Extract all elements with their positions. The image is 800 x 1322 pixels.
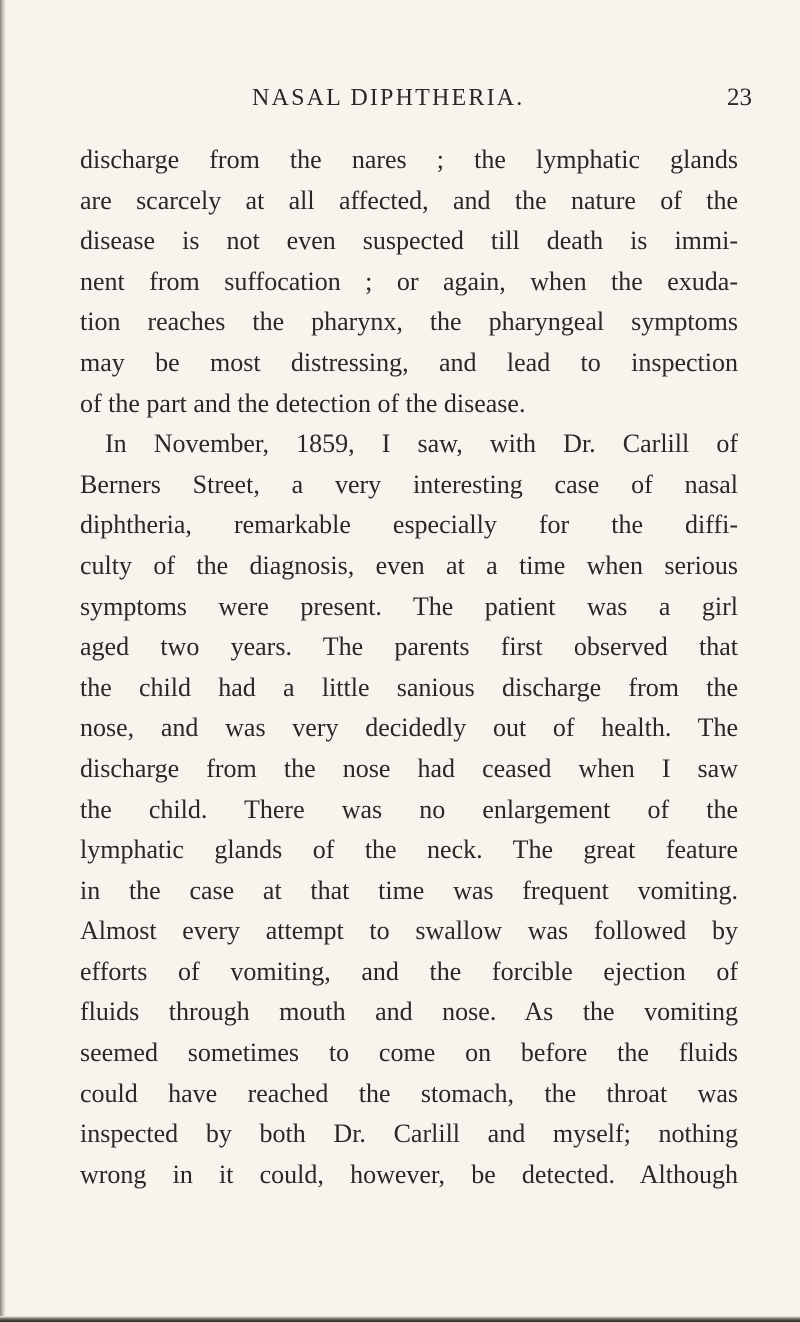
text-line: diphtheria, remarkable especially for the diffi- [80, 510, 738, 540]
text-line: nose, and was very decidedly out of health. The [80, 713, 738, 743]
text-line: lymphatic glands of the neck. The great feature [80, 835, 738, 865]
text-line: the child had a little sanious discharge from the [80, 672, 738, 702]
text-line: Berners Street, a very interesting case of nasal [80, 469, 738, 499]
text-line: tion reaches the pharynx, the pharyngeal symptoms [80, 307, 738, 337]
page-bottom-edge [0, 1316, 800, 1322]
text-line: nent from suffocation ; or again, when the exuda- [80, 266, 738, 296]
text-line: could have reached the stomach, the throat was [80, 1078, 738, 1108]
text-line: in the case at that time was frequent vomiting. [80, 875, 738, 905]
text-line: the child. There was no enlargement of the [80, 794, 738, 824]
body-text [80, 140, 738, 1195]
running-head [252, 78, 752, 118]
text-line: culty of the diagnosis, even at a time when serious [80, 550, 738, 580]
text-line: wrong in it could, however, be detected. Although [80, 1159, 738, 1189]
text-line: discharge from the nares ; the lymphatic glands [80, 145, 738, 174]
text-line: aged two years. The parents first observed that [80, 632, 738, 662]
text-line: symptoms were present. The patient was a girl [80, 591, 738, 621]
text-line: of the part and the detection of the disease. [80, 388, 526, 418]
text-line: disease is not even suspected till death is immi- [80, 226, 738, 256]
page-number: 23 [727, 84, 752, 111]
text-line: fluids through mouth and nose. As the vomiting [80, 997, 738, 1027]
text-line: are scarcely at all affected, and the nature of the [80, 185, 738, 215]
text-line: discharge from the nose had ceased when I saw [80, 753, 738, 783]
text-line: In November, 1859, I saw, with Dr. Carlill of [105, 429, 738, 459]
text-line: seemed sometimes to come on before the fluids [80, 1038, 738, 1068]
text-line: may be most distressing, and lead to inspection [80, 347, 738, 377]
text-line: efforts of vomiting, and the forcible ejection of [80, 956, 738, 986]
page-gutter-edge [0, 0, 6, 1322]
text-line: inspected by both Dr. Carlill and myself; nothing [80, 1119, 738, 1149]
text-line: Almost every attempt to swallow was followed by [80, 916, 738, 946]
running-head-title: NASAL DIPHTHERIA. [252, 85, 525, 111]
